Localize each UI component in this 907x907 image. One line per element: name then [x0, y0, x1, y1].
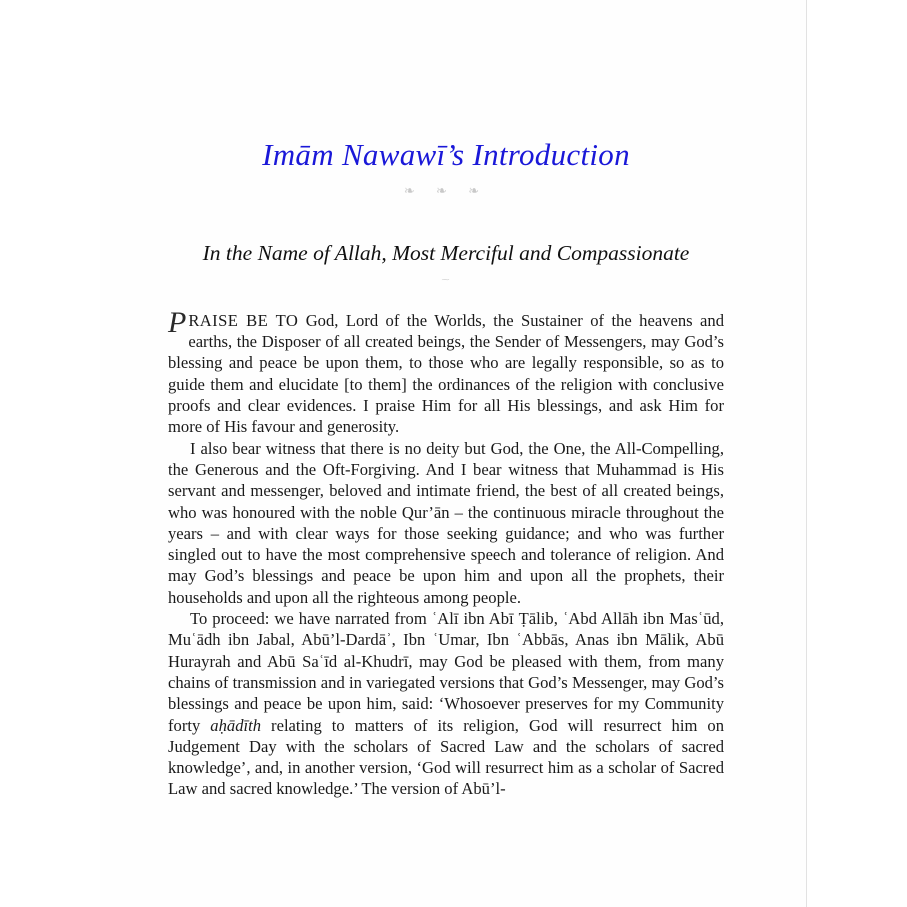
drop-cap: P — [168, 305, 187, 339]
paragraph-3-text-after-term: relating to matters of its religion, God will resurrect him on Judgement Day with the scholars of Sacred Law and the scholars of sacred knowledge’, and, in another version, ‘God will resurrect him as a scholar of Sacred Law and sacred knowledge.’ The version of Abū’l- — [168, 715, 724, 799]
basmala-subheading: In the Name of Allah, Most Merciful and Compassionate — [202, 241, 690, 266]
rule-ornament-icon: ⁓ — [441, 274, 451, 284]
paragraph-2-text: I also bear witness that there is no deity but God, the One, the All-Compelling, the Generous and the Oft-Forgiving. And I bear witness that Muhammad is His servant and messenger, beloved and intimate friend, the best of all created beings, who was honoured with the noble Qur’ān – the continuous miracle throughout the years – and with clear ways for those seeking guidance; and who was further singled out to have the most comprehensive speech and tolerance of religion. And may God’s blessings and peace be upon him and upon all the prophets, their households and upon all the righteous among people. — [168, 438, 724, 607]
small-caps-opening: RAISE BE TO — [188, 310, 299, 330]
paragraph-1 — [168, 305, 724, 438]
page-content-column — [168, 0, 724, 800]
paragraph-2 — [168, 438, 724, 608]
paragraph-1-text: God, Lord of the Worlds, the Sustainer of the heavens and earths, the Disposer of all created beings, the Sender of Messengers, may God’s blessing and peace be upon them, to those who are legally responsible, so as to guide them and elucidate [to them] the ordinances of the religion with conclusive proofs and clear evidences. I praise Him for all His blessings, and ask Him for more of His favour and generosity. — [168, 310, 724, 437]
page-title: Imām Nawawī’s Introduction — [262, 137, 630, 172]
transliterated-term: aḥādīth — [210, 715, 262, 735]
paragraph-3 — [168, 608, 724, 800]
paragraph-3-text-before-term: To proceed: we have narrated from ʿAlī ibn Abī Ṭālib, ʿAbd Allāh ibn Masʿūd, Muʿādh ibn Jabal, Abū’l-Dardāʾ, Ibn ʿUmar, Ibn ʿAbbās, Anas ibn Mālik, Abū Hurayrah and Abū Saʿīd al-Khudrī, may God be pleased with them, from many chains of transmission and in variegated versions that God’s Messenger, may God’s blessings and peace be upon him, said: ‘Whosoever preserves for my Community forty — [168, 609, 724, 735]
page-sheet — [100, 0, 807, 907]
floral-ornament-icon: ❧ ❧ ❧ — [403, 183, 489, 199]
body-text — [168, 284, 724, 800]
